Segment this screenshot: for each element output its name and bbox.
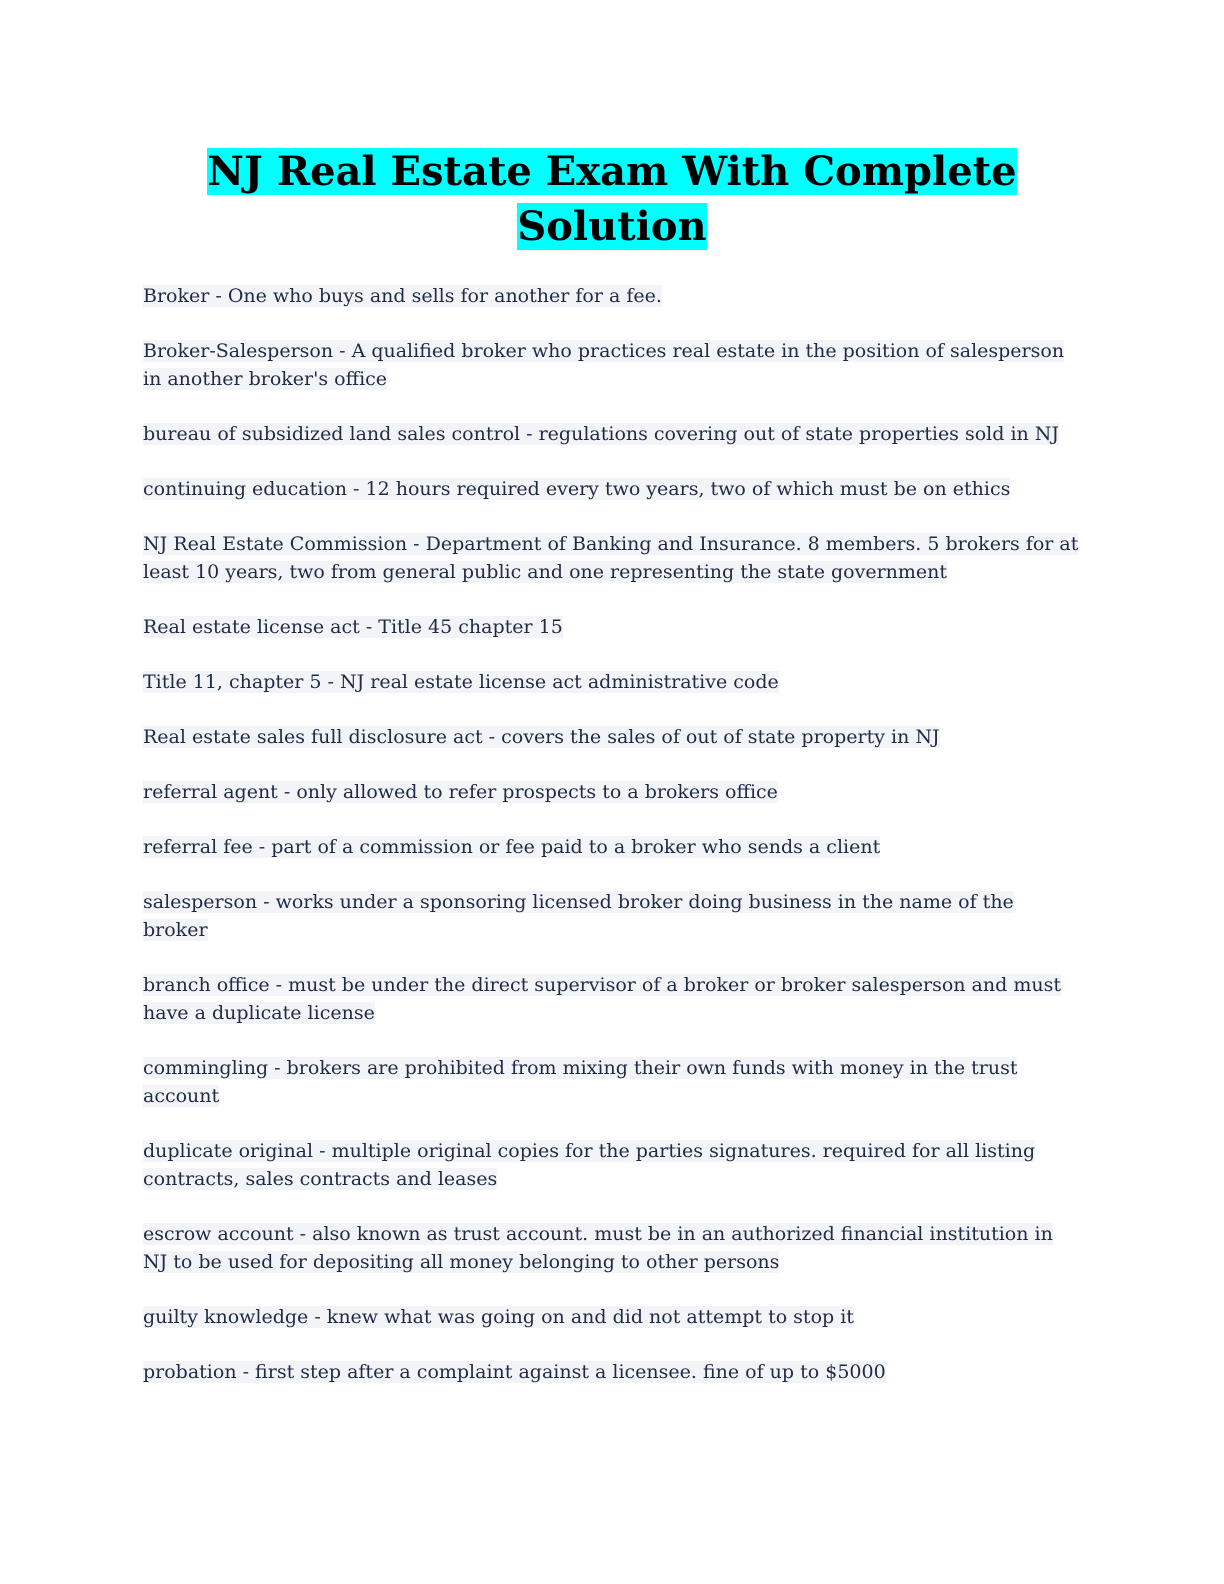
glossary-entry-probation	[143, 1358, 1083, 1386]
glossary-entry-text: escrow account - also known as trust account. must be in an authorized financial institution in NJ to be used for depositing all money belonging to other persons	[143, 1223, 1053, 1273]
page-title-text	[207, 148, 1016, 250]
glossary-entry-text: referral fee - part of a commission or fee paid to a broker who sends a client	[143, 836, 881, 858]
glossary-entry-text: NJ Real Estate Commission - Department of Banking and Insurance. 8 members. 5 brokers for at least 10 years, two from general public and one representing the state government	[143, 533, 1079, 583]
glossary-list	[143, 282, 1083, 1413]
glossary-entry-text: Real estate license act - Title 45 chapter 15	[143, 616, 563, 638]
glossary-entry-text: continuing education - 12 hours required every two years, two of which must be on ethics	[143, 478, 1011, 500]
glossary-entry-salesperson	[143, 888, 1083, 944]
glossary-entry-text: branch office - must be under the direct supervisor of a broker or broker salesperson and must have a duplicate license	[143, 974, 1061, 1024]
page-title-line-1: NJ Real Estate Exam With Complete	[207, 148, 1017, 195]
glossary-entry-nj-real-estate-commission	[143, 530, 1083, 586]
glossary-entry-text: probation - first step after a complaint against a licensee. fine of up to $5000	[143, 1361, 886, 1383]
glossary-entry-bureau-of-subsidized-land-sales-control	[143, 420, 1083, 448]
glossary-entry-text: Broker-Salesperson - A qualified broker who practices real estate in the position of salesperson in another broker's office	[143, 340, 1065, 390]
glossary-entry-title-11-chapter-5	[143, 668, 1083, 696]
glossary-entry-text: bureau of subsidized land sales control - regulations covering out of state properties sold in NJ	[143, 423, 1060, 445]
glossary-entry-text: Real estate sales full disclosure act - covers the sales of out of state property in NJ	[143, 726, 940, 748]
glossary-entry-guilty-knowledge	[143, 1303, 1083, 1331]
glossary-entry-text: duplicate original - multiple original copies for the parties signatures. required for all listing contracts, sales contracts and leases	[143, 1140, 1036, 1190]
glossary-entry-text: commingling - brokers are prohibited from mixing their own funds with money in the trust account	[143, 1057, 1018, 1107]
glossary-entry-commingling	[143, 1054, 1083, 1110]
page-title-line-2: Solution	[517, 203, 707, 250]
glossary-entry-broker-salesperson	[143, 337, 1083, 393]
glossary-entry-text: referral agent - only allowed to refer prospects to a brokers office	[143, 781, 778, 803]
page-title	[0, 144, 1224, 254]
glossary-entry-text: salesperson - works under a sponsoring licensed broker doing business in the name of the broker	[143, 891, 1014, 941]
glossary-entry-branch-office	[143, 971, 1083, 1027]
glossary-entry-referral-agent	[143, 778, 1083, 806]
glossary-entry-continuing-education	[143, 475, 1083, 503]
glossary-entry-duplicate-original	[143, 1137, 1083, 1193]
glossary-entry-text: Title 11, chapter 5 - NJ real estate license act administrative code	[143, 671, 779, 693]
glossary-entry-text: Broker - One who buys and sells for another for a fee.	[143, 285, 662, 307]
glossary-entry-broker	[143, 282, 1083, 310]
glossary-entry-real-estate-license-act	[143, 613, 1083, 641]
glossary-entry-referral-fee	[143, 833, 1083, 861]
glossary-entry-text: guilty knowledge - knew what was going on and did not attempt to stop it	[143, 1306, 854, 1328]
glossary-entry-escrow-account	[143, 1220, 1083, 1276]
glossary-entry-full-disclosure-act	[143, 723, 1083, 751]
